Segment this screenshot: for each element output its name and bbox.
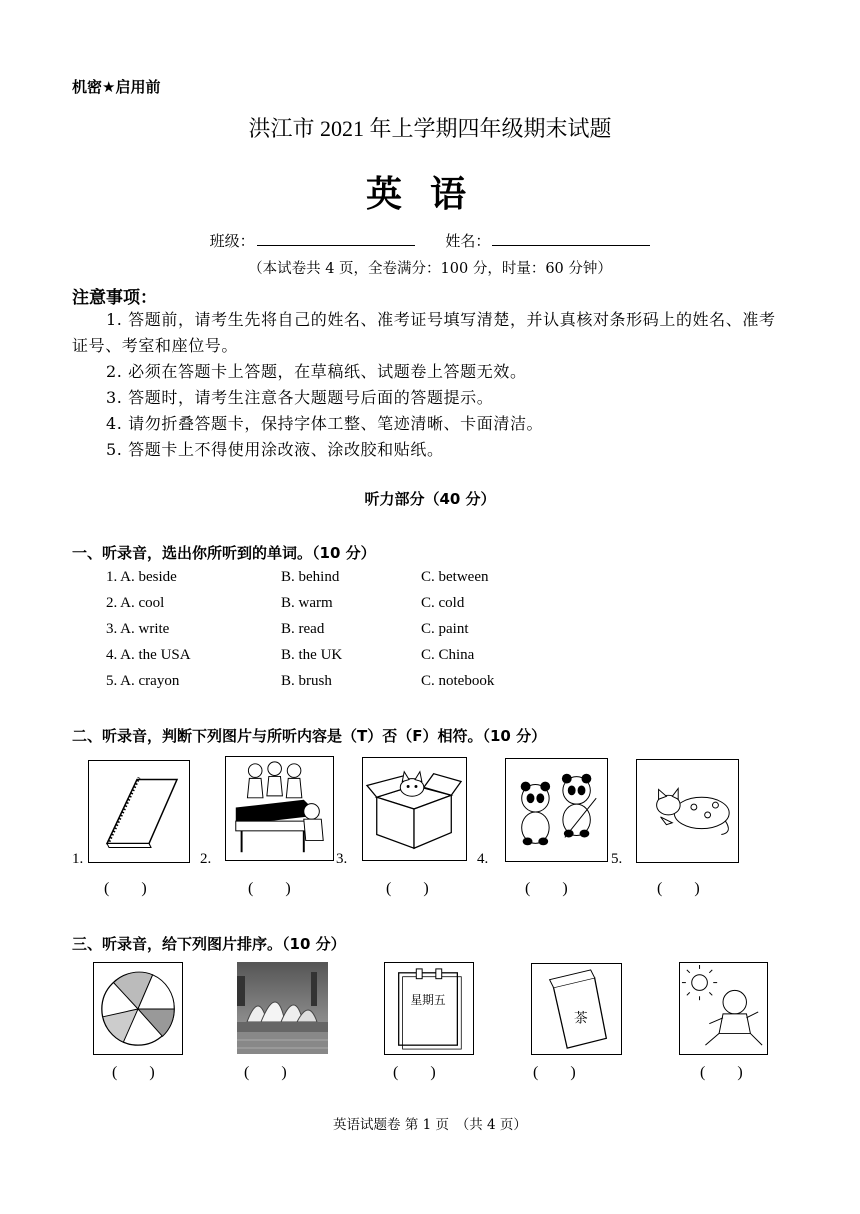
piano-children-picture bbox=[225, 756, 334, 861]
name-label: 姓名： bbox=[445, 232, 491, 250]
cat-in-box-icon bbox=[363, 758, 466, 860]
name-blank bbox=[492, 231, 650, 246]
class-label: 班级： bbox=[209, 232, 255, 250]
part1-title: 一、听录音，选出你所听到的单词。（10 分） bbox=[72, 544, 376, 562]
notebook-picture bbox=[88, 760, 190, 863]
answer-parentheses[interactable]: ( ) bbox=[112, 1064, 155, 1081]
piano-children-icon bbox=[226, 757, 333, 860]
answer-parentheses[interactable]: ( ) bbox=[248, 880, 291, 897]
option-b: B. the UK bbox=[281, 647, 343, 663]
option-a: 3. A. write bbox=[106, 621, 170, 637]
option-a: 2. A. cool bbox=[106, 595, 165, 611]
class-blank bbox=[257, 231, 415, 246]
option-b: B. read bbox=[281, 621, 325, 637]
part2-number: 1. bbox=[72, 851, 84, 867]
part2-number: 2. bbox=[200, 851, 212, 867]
part2-number: 3. bbox=[336, 851, 348, 867]
option-c: C. notebook bbox=[421, 673, 495, 689]
tea-bag-picture bbox=[531, 963, 622, 1055]
hot-sun-boy-icon bbox=[680, 963, 767, 1054]
part2-number: 4. bbox=[477, 851, 489, 867]
option-a: 4. A. the USA bbox=[106, 647, 191, 663]
student-info-fields bbox=[0, 230, 860, 251]
notes-list bbox=[72, 307, 792, 463]
option-a: 5. A. crayon bbox=[106, 673, 180, 689]
answer-parentheses[interactable]: ( ) bbox=[244, 1064, 287, 1081]
answer-parentheses[interactable]: ( ) bbox=[393, 1064, 436, 1081]
pandas-picture bbox=[505, 758, 608, 862]
listening-section-heading: 听力部分（40 分） bbox=[364, 490, 496, 508]
notes-title: 注意事项： bbox=[72, 288, 157, 308]
option-b: B. behind bbox=[281, 569, 340, 585]
calendar-picture bbox=[384, 962, 474, 1055]
answer-parentheses[interactable]: ( ) bbox=[700, 1064, 743, 1081]
option-c: C. paint bbox=[421, 621, 469, 637]
subject-title: 英语 bbox=[365, 174, 494, 215]
option-a: 1. A. beside bbox=[106, 569, 177, 585]
answer-parentheses[interactable]: ( ) bbox=[386, 880, 429, 897]
option-b: B. brush bbox=[281, 673, 332, 689]
answer-parentheses[interactable]: ( ) bbox=[657, 880, 700, 897]
part2-title: 二、听录音，判断下列图片与所听内容是（T）否（F）相符。（10 分） bbox=[72, 727, 547, 745]
option-c: C. cold bbox=[421, 595, 465, 611]
cat-in-box-picture bbox=[362, 757, 467, 861]
part3-title: 三、听录音，给下列图片排序。（10 分） bbox=[72, 935, 346, 953]
answer-parentheses[interactable]: ( ) bbox=[533, 1064, 576, 1081]
part2-number: 5. bbox=[611, 851, 623, 867]
confidential-label: 机密★启用前 bbox=[72, 78, 161, 96]
notebook-icon bbox=[89, 761, 189, 862]
beach-ball-icon bbox=[94, 963, 182, 1054]
sydney-opera-house-picture bbox=[237, 962, 328, 1054]
note-item: 4. 请勿折叠答题卡，保持字体工整、笔迹清晰、卡面清洁。 bbox=[106, 414, 544, 433]
exam-title: 洪江市 2021 年上学期四年级期末试题 bbox=[248, 116, 612, 141]
note-item: 2. 必须在答题卡上答题，在草稿纸、试题卷上答题无效。 bbox=[106, 362, 527, 381]
calendar-icon bbox=[385, 963, 473, 1054]
sydney-opera-house-icon bbox=[237, 962, 328, 1054]
page-footer: 英语试题卷 第 1 页 （共 4 页） bbox=[333, 1117, 527, 1133]
calendar-text: 星期五 bbox=[410, 993, 446, 1008]
answer-parentheses[interactable]: ( ) bbox=[104, 880, 147, 897]
note-item: 3. 答题时，请考生注意各大题题号后面的答题提示。 bbox=[106, 388, 494, 407]
beach-ball-picture bbox=[93, 962, 183, 1055]
option-c: C. between bbox=[421, 569, 489, 585]
option-c: C. China bbox=[421, 647, 475, 663]
hot-sun-boy-picture bbox=[679, 962, 768, 1055]
tea-text: 茶 bbox=[574, 1010, 588, 1027]
option-b: B. warm bbox=[281, 595, 333, 611]
note-item: 5. 答题卡上不得使用涂改液、涂改胶和贴纸。 bbox=[106, 440, 444, 459]
cat-eating-fish-picture bbox=[636, 759, 739, 863]
cat-eating-fish-icon bbox=[637, 760, 738, 862]
exam-info: （本试卷共 4 页，全卷满分：100 分，时量：60 分钟） bbox=[248, 261, 612, 277]
pandas-icon bbox=[506, 759, 607, 861]
tea-bag-icon bbox=[532, 964, 621, 1054]
note-item: 1. 答题前，请考生先将自己的姓名、准考证号填写清楚，并认真核对条形码上的姓名、准考证号、考室和座位号。 bbox=[72, 310, 776, 355]
answer-parentheses[interactable]: ( ) bbox=[525, 880, 568, 897]
